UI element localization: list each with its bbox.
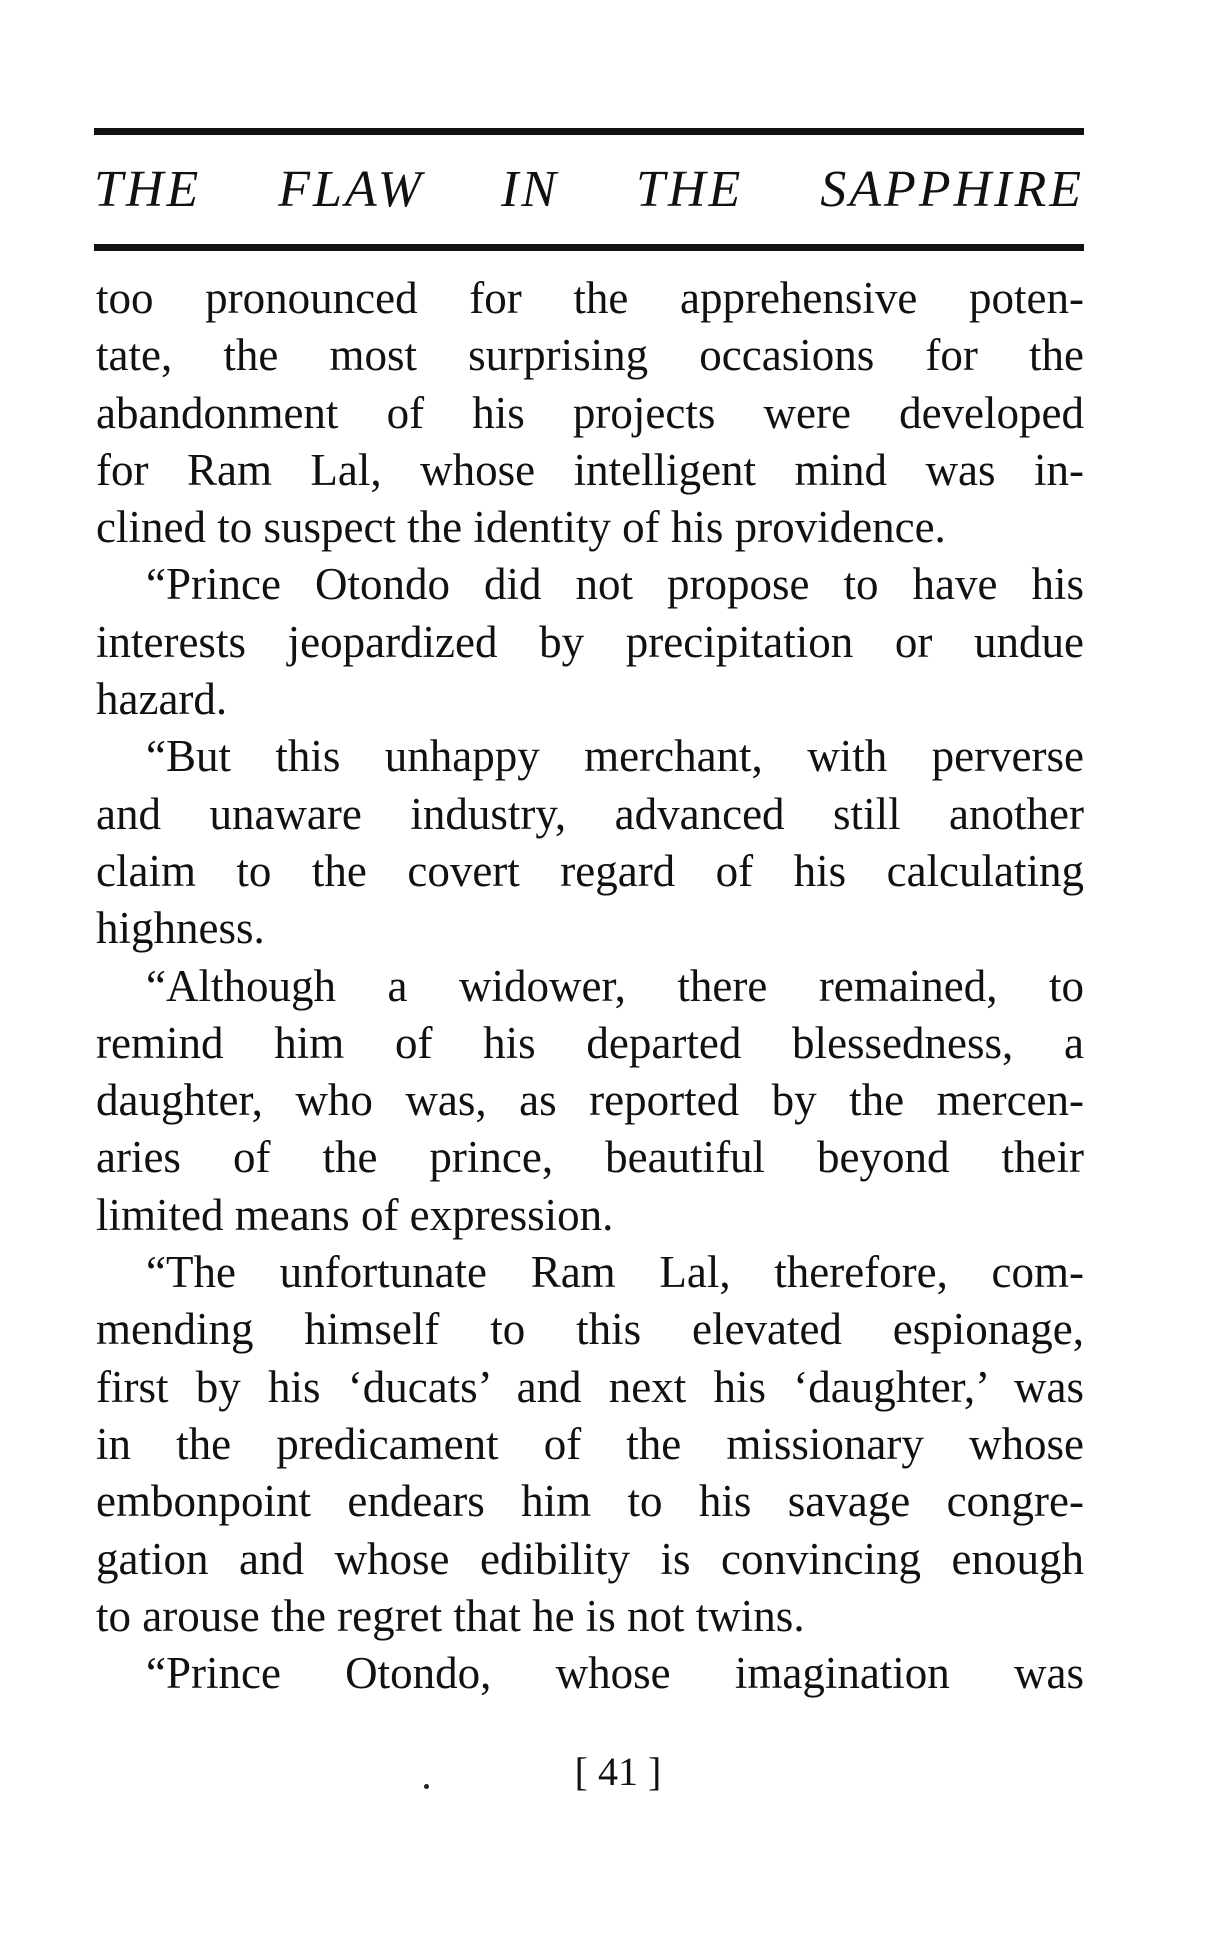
text-line: abandonment of his projects were developed <box>96 387 1084 438</box>
running-head-word: SAPPHIRE <box>820 161 1084 218</box>
text-line: hazard. <box>96 674 228 725</box>
text-line: remind him of his departed blessedness, a <box>96 1017 1084 1068</box>
running-head <box>94 150 1084 230</box>
running-head-word: IN <box>501 161 560 218</box>
header-rule-bottom <box>94 244 1084 251</box>
text-line: highness. <box>96 903 265 954</box>
text-line: clined to suspect the identity of his providence. <box>96 502 946 553</box>
text-line: tate, the most surprising occasions for the <box>96 330 1084 381</box>
text-line: gation and whose edibility is convincing enough <box>96 1533 1084 1584</box>
text-line: and unaware industry, advanced still another <box>96 788 1084 839</box>
text-line: aries of the prince, beautiful beyond their <box>96 1132 1084 1183</box>
text-line: to arouse the regret that he is not twins. <box>96 1590 805 1641</box>
page-number: [ 41 ] <box>574 1749 662 1794</box>
text-line: for Ram Lal, whose intelligent mind was in- <box>96 444 1084 495</box>
running-head-word: THE <box>94 161 202 218</box>
text-line: claim to the covert regard of his calculating <box>96 845 1084 896</box>
text-line: too pronounced for the apprehensive poten- <box>96 273 1084 323</box>
text-line: daughter, who was, as reported by the mercen- <box>96 1075 1084 1126</box>
text-line: interests jeopardized by precipitation or undue <box>96 616 1084 667</box>
text-line: “Prince Otondo did not propose to have his <box>146 559 1084 610</box>
text-line: “But this unhappy merchant, with perverse <box>146 731 1084 782</box>
text-line: “Although a widower, there remained, to <box>146 960 1084 1011</box>
text-line: embonpoint endears him to his savage congre- <box>96 1476 1084 1527</box>
text-line: in the predicament of the missionary whose <box>96 1418 1084 1469</box>
text-line: limited means of expression. <box>96 1189 614 1240</box>
running-head-word: THE <box>636 161 744 218</box>
text-line: first by his ‘ducats’ and next his ‘daughter,’ was <box>96 1361 1084 1412</box>
body-text <box>96 270 1084 1702</box>
text-line: mending himself to this elevated espionage, <box>96 1304 1084 1355</box>
header-rule-top <box>94 128 1084 135</box>
text-line: “The unfortunate Ram Lal, therefore, com- <box>146 1247 1084 1298</box>
text-line: “Prince Otondo, whose imagination was <box>146 1648 1084 1699</box>
running-head-word: FLAW <box>278 161 425 218</box>
